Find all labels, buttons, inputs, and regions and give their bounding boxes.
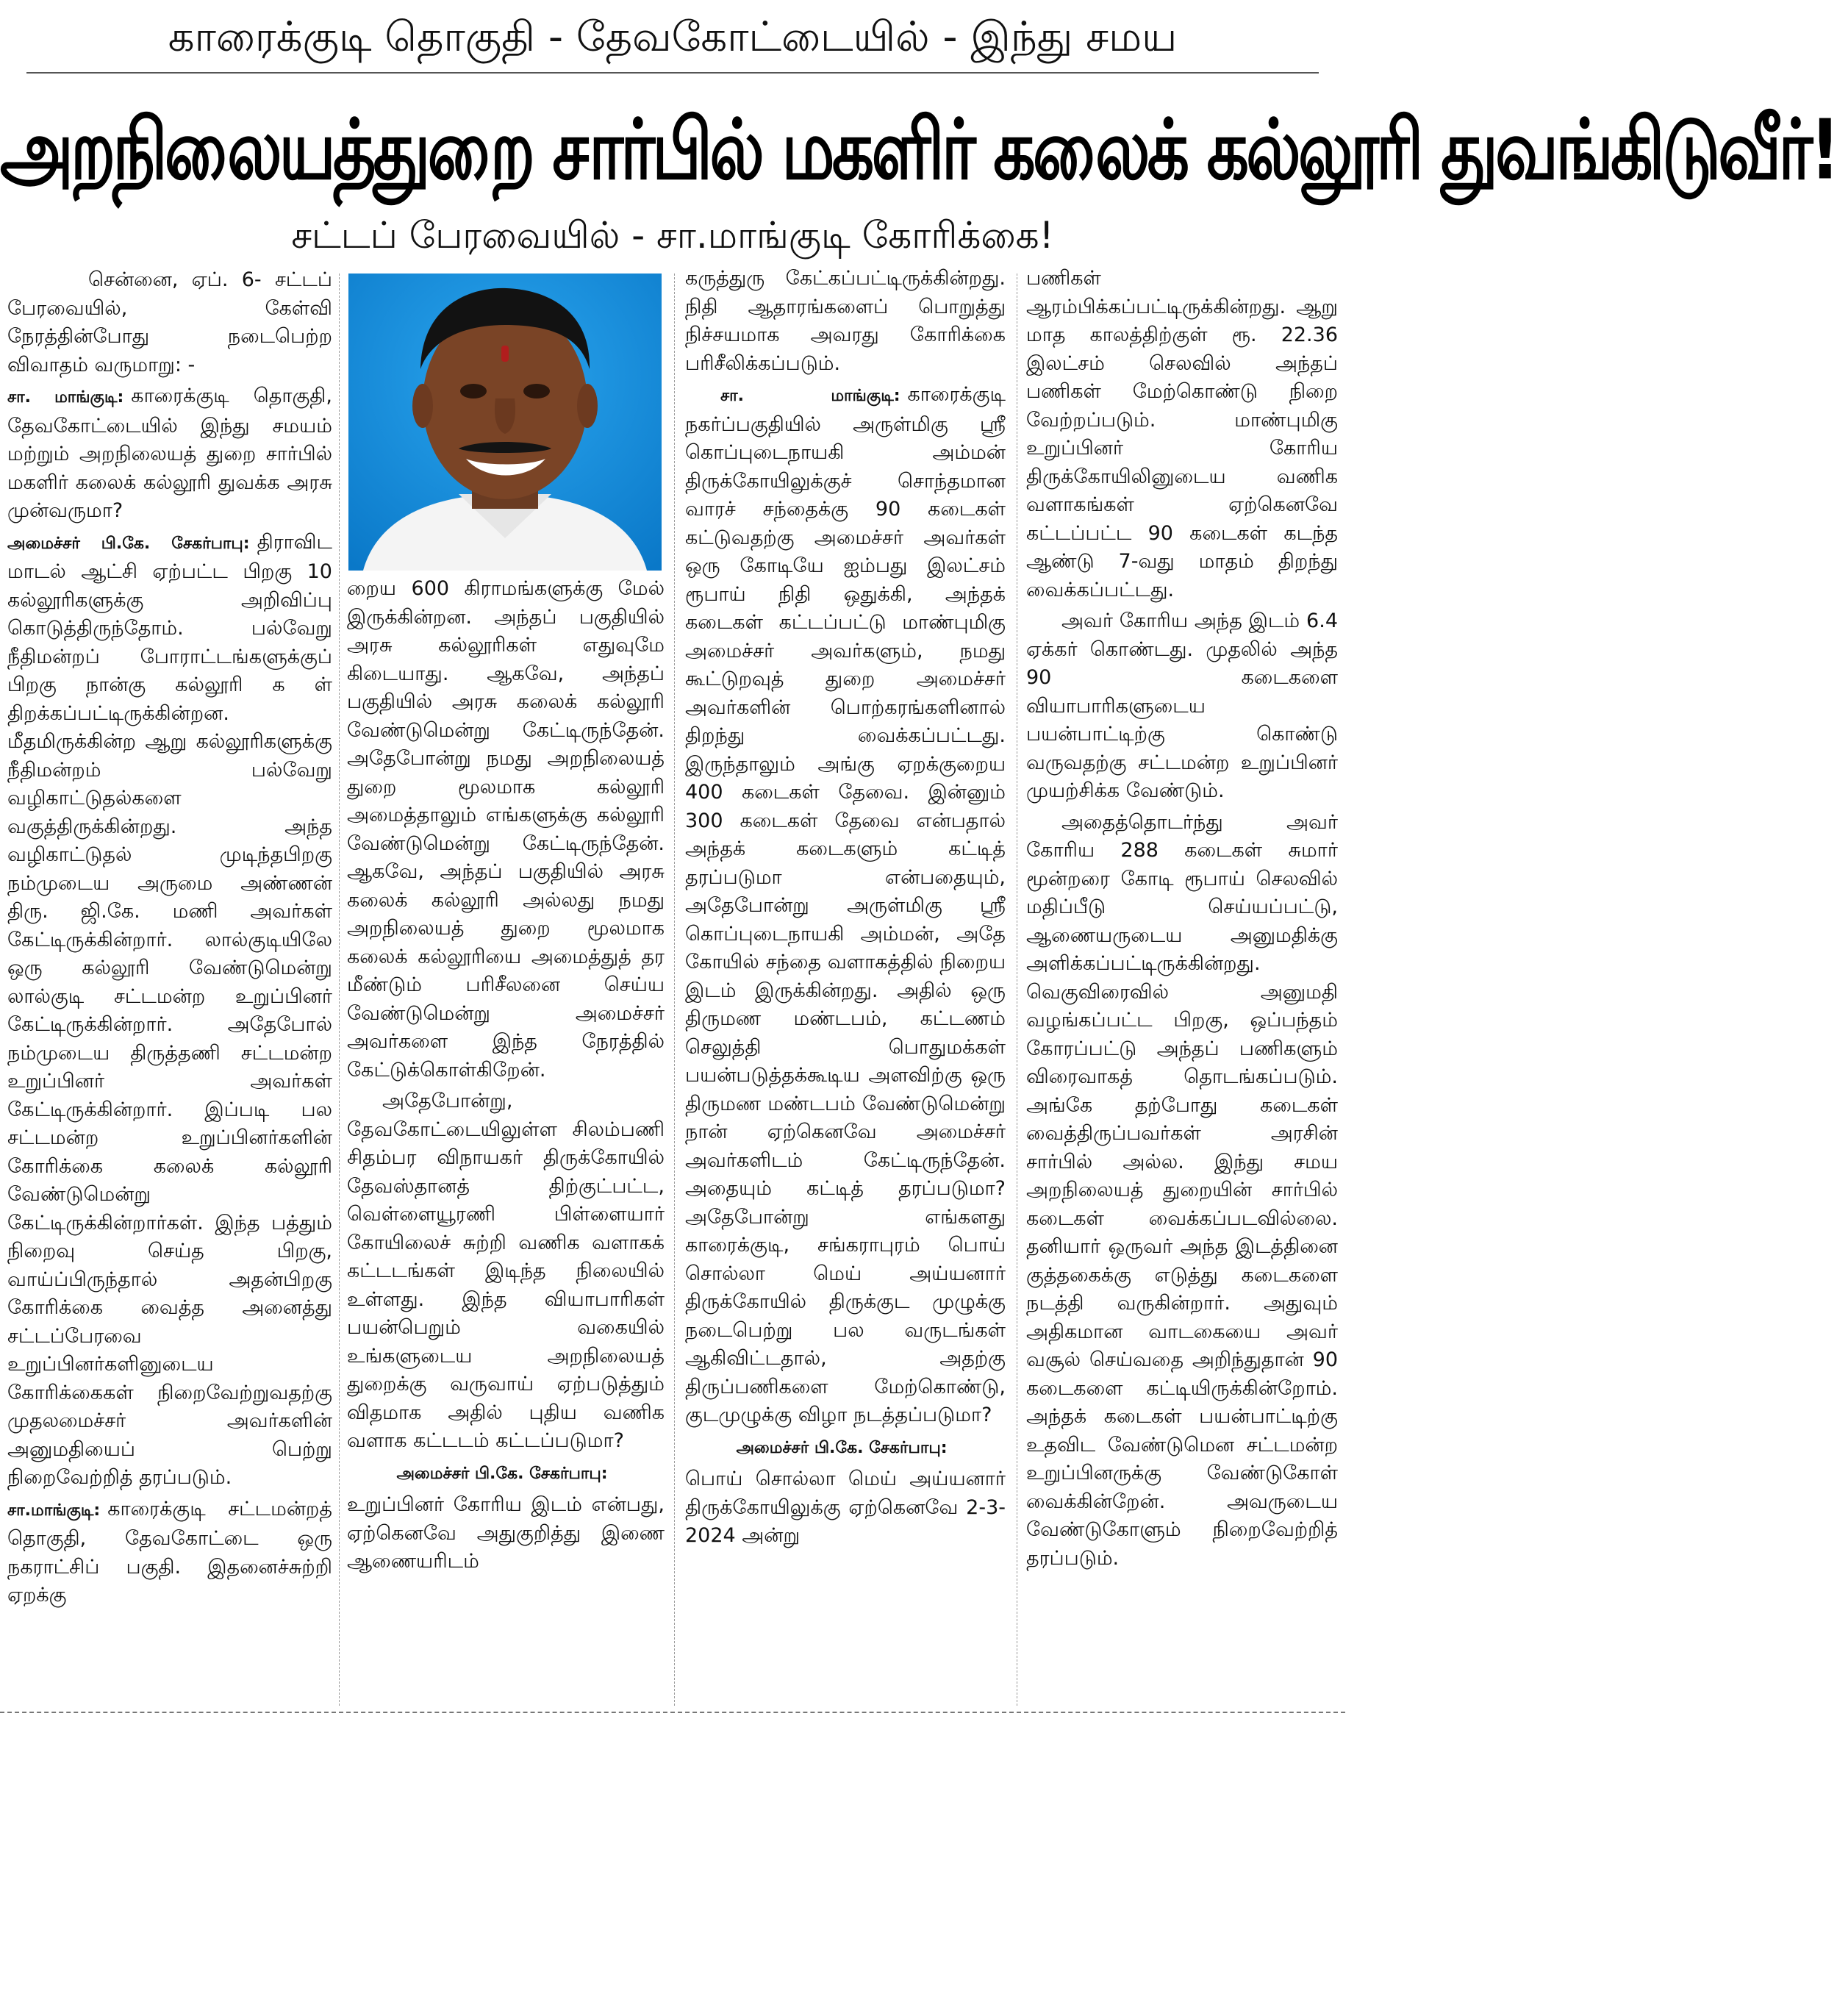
- portrait-photo: [348, 274, 662, 571]
- subheadline: சட்டப் பேரவையில் - சா.மாங்குடி கோரிக்கை!: [291, 214, 1054, 257]
- speech-paragraph: [7, 382, 332, 526]
- kicker-line: காரைக்குடி தொகுதி - தேவகோட்டையில் - இந்து சமய: [168, 13, 1178, 61]
- speech-paragraph: [685, 1433, 1006, 1463]
- portrait-photo-icon: [348, 274, 662, 571]
- body-paragraph: அதைத்தொடர்ந்து அவர் கோரிய 288 கடைகள் சுமார் மூன்றரை கோடி ரூபாய் செலவில் மதிப்பீடு செய்யப்பட்டு, ஆணையருடைய அனுமதிக்கு அளிக்கப்பட்டிருக்கின்றது. வெகுவிரைவில் அனுமதி வழங்கப்பட்ட பிறகு, ஒப்பந்தம் கோரப்பட்டு அந்தப் பணிகளும் விரைவாகத் தொடங்கப்படும். அங்கே தற்போது கடைகள் வைத்திருப்பவர்கள் அரசின் சார்பில் அல்ல. இந்து சமய அறநிலையத் துறையின் சார்பில் கடைகள் வைக்கப்படவில்லை. தனியார் ஒருவர் அந்த இடத்தினை குத்தகைக்கு எடுத்து கடைகளை நடத்தி வருகின்றார். அதுவும் அதிகமான வாடகையை அவர் வசூல் செய்வதை அறிந்துதான் 90 கடைகளை கட்டியிருக்கின்றோம். அந்தக் கடைகள் பயன்பாட்டிற்கு உதவிட வேண்டுமென சட்டமன்ற உறுப்பினருக்கு வேண்டுகோள் வைக்கின்றேன். அவருடைய வேண்டுகோளும் நிறைவேற்றித் தரப்படும்.: [1026, 810, 1338, 1570]
- article-column-1: [7, 266, 332, 1707]
- article-column-2: [347, 575, 665, 2016]
- speech-paragraph: [7, 529, 332, 1493]
- speech-paragraph: [685, 381, 1006, 1430]
- speech-text: திராவிட மாடல் ஆட்சி ஏற்பட்ட பிறகு 10 கல்லூரிகளுக்கு அறிவிப்பு கொடுத்திருந்தோம். பல்வேறு நீதிமன்றப் போராட்டங்களுக்குப் பிறகு நான்கு கல்லூரி க ள் திறக்கப்பட்டிருக்கின்றன. மீதமிருக்கின்ற ஆறு கல்லூரிகளுக்கு நீதிமன்றம் பல்வேறு வழிகாட்டுதல்களை வகுத்திருக்கின்றது. அந்த வழிகாட்டுதல் முடிந்தபிறகு நம்முடைய அருமை அண்ணன் திரு. ஜி.கே. மணி அவர்கள் கேட்டிருக்கின்றார். லால்குடியிலே ஒரு கல்லூரி வேண்டுமென்று லால்குடி சட்டமன்ற உறுப்பினர் கேட்டிருக்கின்றார். அதேபோல் நம்முடைய திருத்தணி சட்டமன்ற உறுப்பினர் அவர்கள் கேட்டிருக்கின்றார். இப்படி பல சட்டமன்ற உறுப்பினர்களின் கோரிக்கை கலைக் கல்லூரி வேண்டுமென்று கேட்டிருக்கின்றார்கள். இந்த பத்தும் நிறைவு செய்த பிறகு, வாய்ப்பிருந்தால் அதன்பிறகு கோரிக்கை வைத்த அனைத்து சட்டப்பேரவை உறுப்பினர்களினுடைய கோரிக்கைகள் நிறைவேற்றுவதற்கு முதலமைச்சர் அவர்களின் அனுமதியைப் பெற்று நிறைவேற்றித் தரப்படும்.: [7, 530, 332, 1489]
- body-paragraph: அவர் கோரிய அந்த இடம் 6.4 ஏக்கர் கொண்டது. முதலில் அந்த 90 கடைகளை வியாபாரிகளுடைய பயன்பாட்டிற்கு கொண்டு வருவதற்கு சட்டமன்ற உறுப்பினர் முயற்சிக்க வேண்டும்.: [1026, 610, 1338, 802]
- body-paragraph: பொய் சொல்லா மெய் அய்யனார் திருக்கோயிலுக்கு ஏற்கெனவே 2-3-2024 அன்று: [685, 1468, 1006, 1547]
- body-paragraph: பணிகள் ஆரம்பிக்கப்பட்டிருக்கின்றது. ஆறு மாத காலத்திற்குள் ரூ. 22.36 இலட்சம் செலவில் அந்தப் பணிகள் மேற்கொண்டு நிறை வேற்றப்படும். மாண்புமிகு உறுப்பினர் கோரிய திருக்கோயிலினுடைய வணிக வளாகங்கள் ஏற்கெனவே கட்டப்பட்ட 90 கடைகள் கடந்த ஆண்டு 7-வது மாதம் திறந்து வைக்கப்பட்டது.: [1026, 267, 1338, 601]
- speaker-label: சா.மாங்குடி:: [7, 1501, 101, 1520]
- speech-paragraph: [347, 1459, 665, 1489]
- article-column-4: [1026, 265, 1338, 1706]
- column-divider: [339, 274, 340, 1706]
- speaker-label: அமைச்சர் பி.கே. சேகர்பாபு:: [396, 1464, 608, 1483]
- speaker-label: அமைச்சர் பி.கே. சேகர்பாபு:: [736, 1438, 948, 1457]
- headline: அறநிலையத்துறை சார்பில் மகளிர் கலைக் கல்லூரி துவங்கிடுவீர்!: [0, 101, 1837, 199]
- bottom-dashed-rule: [0, 1712, 1345, 1713]
- speech-paragraph: [7, 1495, 332, 1610]
- speech-text: காரைக்குடி நகர்ப்பகுதியில் அருள்மிகு ஸ்ரீ கொப்புடைநாயகி அம்மன் திருக்கோயிலுக்குச் சொந்தமான வாரச் சந்தைக்கு 90 கடைகள் கட்டுவதற்கு அமைச்சர் அவர்கள் ஒரு கோடியே ஐம்பது இலட்சம் ரூபாய் நிதி ஒதுக்கி, அந்தக் கடைகள் கட்டப்பட்டு மாண்புமிகு அமைச்சர் அவர்களும், நமது கூட்டுறவுத் துறை அமைச்சர் அவர்களின் பொற்கரங்களினால் திறந்து வைக்கப்பட்டது. இருந்தாலும் அங்கு ஏறக்குறைய 400 கடைகள் தேவை. இன்னும் 300 கடைகள் தேவை என்பதால் அந்தக் கடைகளும் கட்டித் தரப்படுமா என்பதையும், அதேபோன்று அருள்மிகு ஸ்ரீ கொப்புடைநாயகி அம்மன், அதே கோயில் சந்தை வளாகத்தில் நிறைய இடம் இருக்கின்றது. அதில் ஒரு திருமண மண்டபம், கட்டணம் செலுத்தி பொதுமக்கள் பயன்படுத்தக்கூடிய அளவிற்கு ஒரு திருமண மண்டபம் வேண்டுமென்று நான் ஏற்கெனவே அமைச்சர் அவர்களிடம் கேட்டிருந்தேன். அதையும் கட்டித் தரப்படுமா? அதேபோன்று எங்களது காரைக்குடி, சங்கராபுரம் பொய் சொல்லா மெய் அய்யனார் திருக்கோயில் திருக்குட முழுக்கு நடைபெற்று பல வருடங்கள் ஆகிவிட்டதால், அதற்கு திருப்பணிகளை மேற்கொண்டு, குடமுழுக்கு விழா நடத்தப்படுமா?: [685, 383, 1006, 1426]
- speaker-label: சா. மாங்குடி:: [720, 387, 900, 405]
- body-paragraph: உறுப்பினர் கோரிய இடம் என்பது, ஏற்கெனவே அதுகுறித்து இணை ஆணையரிடம்: [347, 1493, 665, 1573]
- speech-text: காரைக்குடி சட்டமன்றத் தொகுதி, தேவகோட்டை ஒரு நகராட்சிப் பகுதி. இதனைச்சுற்றி ஏறக்கு: [7, 1497, 332, 1606]
- speaker-label: அமைச்சர் பி.கே. சேகர்பாபு:: [7, 534, 250, 553]
- dateline-paragraph: சென்னை, ஏப். 6- சட்டப் பேரவையில், கேள்வி நேரத்தின்போது நடைபெற்ற விவாதம் வருமாறு: -: [7, 268, 332, 376]
- body-paragraph: கருத்துரு கேட்கப்பட்டிருக்கின்றது. நிதி ஆதாரங்களைப் பொறுத்து நிச்சயமாக அவரது கோரிக்கை பரிசீலிக்கப்படும்.: [685, 267, 1006, 375]
- body-paragraph: அதேபோன்று, தேவகோட்டையிலுள்ள சிலம்பணி சிதம்பர விநாயகர் திருக்கோயில் தேவஸ்தானத் திற்குட்பட்ட, வெள்ளையூரணி பிள்ளையார் கோயிலைச் சுற்றி வணிக வளாகக் கட்டடங்கள் இடிந்த நிலையில் உள்ளது. இந்த வியாபாரிகள் பயன்பெறும் வகையில் உங்களுடைய அறநிலையத் துறைக்கு வருவாய் ஏற்படுத்தும் விதமாக அதில் புதிய வணிக வளாக கட்டடம் கட்டப்படுமா?: [347, 1090, 665, 1452]
- speaker-label: சா. மாங்குடி:: [7, 388, 124, 407]
- speech-text: காரைக்குடி தொகுதி, தேவகோட்டையில் இந்து சமயம் மற்றும் அறநிலையத் துறை சார்பில் மகளிர் கலைக் கல்லூரி துவக்க அரசு முன்வருமா?: [7, 385, 332, 522]
- body-paragraph: றைய 600 கிராமங்களுக்கு மேல் இருக்கின்றன. அந்தப் பகுதியில் அரசு கல்லூரிகள் எதுவுமே கிடையாது. ஆகவே, அந்தப் பகுதியில் அரசு கலைக் கல்லூரி வேண்டுமென்று கேட்டிருந்தேன். அதேபோன்று நமது அறநிலையத் துறை மூலமாக கல்லூரி அமைத்தாலும் எங்களுக்கு கல்லூரி வேண்டுமென்று கேட்டிருந்தேன். ஆகவே, அந்தப் பகுதியில் அரசு கலைக் கல்லூரி அல்லது நமது அறநிலையத் துறை மூலமாக கலைக் கல்லூரியை அமைத்துத் தர மீண்டும் பரிசீலனை செய்ய வேண்டுமென்று அமைச்சர் அவர்களை இந்த நேரத்தில் கேட்டுக்கொள்கிறேன்.: [347, 577, 665, 1082]
- column-divider: [674, 274, 675, 1706]
- article-column-3: [685, 265, 1006, 1706]
